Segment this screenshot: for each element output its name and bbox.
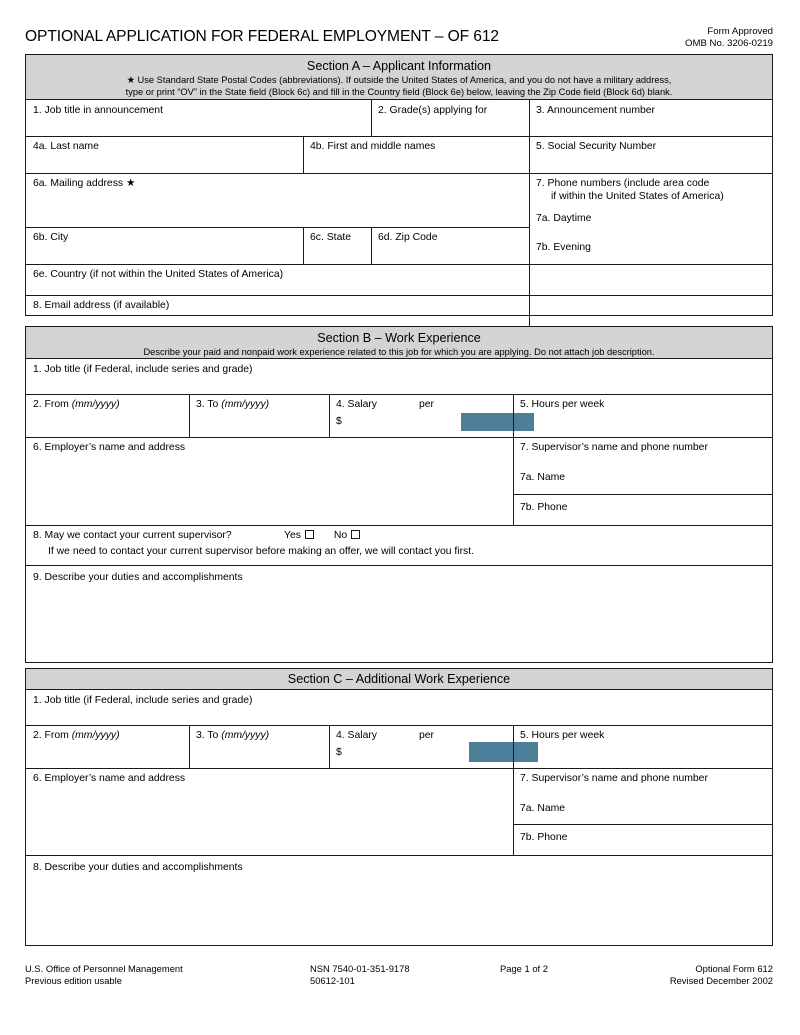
field-country-label: 6e. Country (if not within the United States of America) (33, 269, 284, 280)
section-b-header (26, 327, 772, 359)
field-b-job-title[interactable] (26, 359, 772, 394)
divider (189, 725, 190, 768)
field-c-from-date-label: 2. From (mm/yyyy) (33, 730, 120, 741)
field-evening-phone[interactable] (529, 227, 772, 264)
field-b-to-date-label: 3. To (mm/yyyy) (196, 399, 270, 410)
no-label: No (333, 530, 348, 541)
field-social-security-number-label: 5. Social Security Number (536, 141, 657, 152)
field-c-hours-per-week[interactable] (513, 725, 772, 768)
field-b-hours-per-week[interactable] (513, 394, 772, 437)
field-social-security-number[interactable] (529, 136, 772, 173)
field-c-from-date[interactable] (26, 725, 189, 768)
divider (513, 824, 772, 825)
field-c-job-title-label: 1. Job title (if Federal, include series and grade) (33, 695, 253, 706)
footer-agency-line1: U.S. Office of Personnel Management (25, 963, 183, 974)
page-title: OPTIONAL APPLICATION FOR FEDERAL EMPLOYMENT – OF 612 (25, 28, 499, 45)
section-a-heading: Section A – Applicant Information (306, 59, 492, 73)
field-c-salary[interactable] (329, 725, 513, 768)
field-c-job-title[interactable] (26, 690, 772, 725)
field-city-label: 6b. City (33, 232, 69, 243)
field-b-employer[interactable] (26, 437, 513, 497)
section-c-header (26, 669, 772, 690)
field-c-hours-per-week-label: 5. Hours per week (520, 730, 605, 741)
yes-checkbox[interactable] (305, 530, 314, 539)
field-c-supervisor (513, 768, 772, 800)
field-b-job-title-label: 1. Job title (if Federal, include series and grade) (33, 364, 253, 375)
field-state-label: 6c. State (310, 232, 352, 243)
yes-label: Yes (284, 530, 301, 541)
field-c-to-date-label: 3. To (mm/yyyy) (196, 730, 270, 741)
divider (303, 136, 304, 173)
section-c-block (25, 668, 773, 946)
field-b-supervisor-name-label: 7a. Name (520, 472, 566, 483)
divider (329, 725, 330, 768)
field-announcement-number-label: 3. Announcement number (536, 105, 655, 116)
field-phone-numbers (529, 173, 772, 227)
field-b-supervisor-label: 7. Supervisor’s name and phone number (520, 442, 708, 453)
divider (513, 725, 514, 768)
section-b-heading: Section B – Work Experience (317, 331, 481, 345)
field-b-supervisor-phone-label: 7b. Phone (520, 502, 568, 513)
omb-approval (685, 26, 773, 51)
no-checkbox[interactable] (351, 530, 360, 539)
field-last-name[interactable] (26, 136, 303, 173)
field-b-supervisor-phone[interactable] (513, 497, 772, 525)
masthead (25, 28, 773, 52)
section-c-heading: Section C – Additional Work Experience (287, 672, 511, 686)
field-c-duties[interactable] (26, 855, 772, 945)
field-first-middle-names[interactable] (303, 136, 529, 173)
field-c-supervisor-label: 7. Supervisor’s name and phone number (520, 773, 708, 784)
field-zip-code-label: 6d. Zip Code (378, 232, 438, 243)
footer-agency-line2: Previous edition usable (25, 975, 122, 987)
field-last-name-label: 4a. Last name (33, 141, 99, 152)
field-grades-applying-label: 2. Grade(s) applying for (378, 105, 488, 116)
field-b-supervisor (513, 437, 772, 467)
section-a-instruction-line1: ★ Use Standard State Postal Codes (abbreviations). If outside the United States of America, and you do not have a military address, (126, 75, 672, 85)
field-c-salary-per-label: per (419, 730, 435, 741)
field-b-contact-supervisor-question: 8. May we contact your current supervisor? (33, 530, 232, 541)
omb-number: OMB No. 3206-0219 (685, 38, 773, 50)
field-zip-code[interactable] (371, 227, 529, 264)
section-a-header (26, 55, 772, 100)
field-first-middle-names-label: 4b. First and middle names (310, 141, 436, 152)
field-c-salary-label: 4. Salary (336, 730, 378, 741)
field-city[interactable] (26, 227, 303, 264)
field-b-hours-per-week-label: 5. Hours per week (520, 399, 605, 410)
field-phone-numbers-label-line2: if within the United States of America) (551, 191, 724, 203)
field-b-salary-currency: $ (336, 416, 342, 428)
field-c-supervisor-phone[interactable] (513, 827, 772, 855)
field-b-duties-label: 9. Describe your duties and accomplishments (33, 572, 243, 583)
field-evening-phone-label: 7b. Evening (536, 242, 591, 253)
divider (303, 227, 304, 264)
section-b-block (25, 326, 773, 663)
divider (513, 768, 514, 855)
field-b-salary-label: 4. Salary (336, 399, 378, 410)
field-grades-applying[interactable] (371, 100, 529, 136)
section-b-subheading: Describe your paid and nonpaid work experience related to this job for which you are applying. Do not attach job description. (143, 347, 655, 357)
field-daytime-phone-label: 7a. Daytime (536, 213, 592, 225)
field-phone-numbers-label-line1: 7. Phone numbers (include area code (536, 178, 710, 189)
field-c-employer-label: 6. Employer’s name and address (33, 773, 186, 784)
divider (329, 394, 330, 437)
field-job-title-announcement[interactable] (26, 100, 371, 136)
field-country[interactable] (26, 264, 772, 295)
field-state[interactable] (303, 227, 371, 264)
footer-agency (25, 963, 183, 987)
divider (513, 437, 514, 525)
field-b-duties[interactable] (26, 565, 772, 662)
field-b-employer-label: 6. Employer’s name and address (33, 442, 186, 453)
contact-supervisor-options (284, 529, 363, 543)
divider (513, 494, 772, 495)
section-a-block (25, 54, 773, 316)
footer-nsn-line1: NSN 7540-01-351-9178 (310, 963, 410, 974)
divider (371, 100, 372, 136)
field-c-duties-label: 8. Describe your duties and accomplishments (33, 862, 243, 873)
field-b-contact-note: If we need to contact your current supervisor before making an offer, we will contact you first. (48, 546, 475, 558)
section-a-instruction-line2: type or print “OV” in the State field (Block 6c) and fill in the Country field (Block 6e) below, leaving the Zip Code field (Block 6d) blank. (125, 87, 673, 98)
field-b-to-date[interactable] (189, 394, 329, 437)
divider (371, 227, 372, 264)
footer-nsn (310, 963, 410, 987)
field-b-from-date-label: 2. From (mm/yyyy) (33, 399, 120, 410)
field-c-employer[interactable] (26, 768, 513, 832)
form-approved-label: Form Approved (707, 26, 773, 37)
field-b-contact-supervisor (26, 525, 772, 565)
footer-page-number: Page 1 of 2 (500, 963, 548, 974)
field-c-supervisor-name-label: 7a. Name (520, 803, 566, 814)
footer-nsn-line2: 50612-101 (310, 975, 355, 987)
field-b-supervisor-name[interactable] (513, 467, 772, 497)
field-mailing-address[interactable] (26, 173, 529, 227)
field-c-to-date[interactable] (189, 725, 329, 768)
divider (513, 394, 514, 437)
field-c-salary-currency: $ (336, 747, 342, 759)
field-b-from-date[interactable] (26, 394, 189, 437)
field-job-title-announcement-label: 1. Job title in announcement (33, 105, 163, 116)
field-b-salary-per-label: per (419, 399, 435, 410)
field-c-supervisor-phone-label: 7b. Phone (520, 832, 568, 843)
footer-form-line1: Optional Form 612 (695, 963, 773, 974)
field-b-salary[interactable] (329, 394, 513, 437)
field-mailing-address-label: 6a. Mailing address ★ (33, 178, 136, 189)
footer-form-line2: Revised December 2002 (669, 975, 773, 987)
divider (189, 394, 190, 437)
field-email-address[interactable] (26, 295, 772, 315)
field-announcement-number[interactable] (529, 100, 772, 136)
footer-form-info (670, 963, 773, 987)
field-email-address-label: 8. Email address (if available) (33, 300, 170, 311)
